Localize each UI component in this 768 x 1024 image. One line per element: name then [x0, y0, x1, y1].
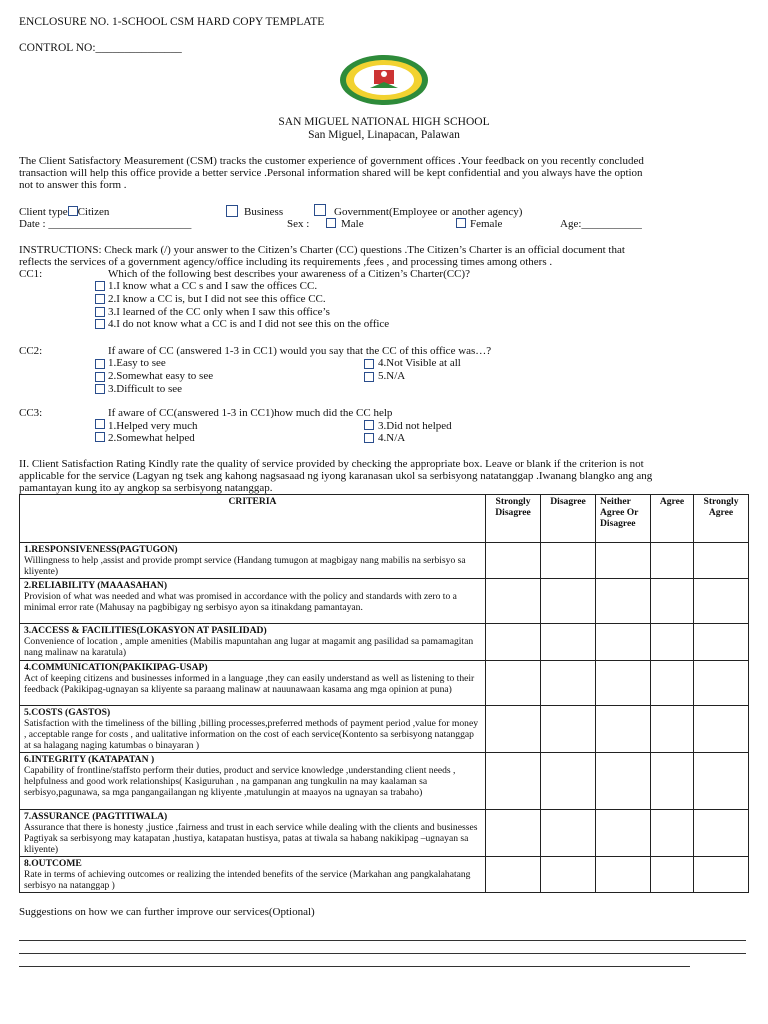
criteria-description: Convenience of location , ample amenities (Mabilis mapuntahan ang lugar at magamit ang pasilidad sa pamamagitan nang malinaw na karatula)	[24, 636, 474, 658]
government-checkbox[interactable]	[314, 204, 326, 216]
client-type-row	[19, 206, 109, 218]
intro-line-3: not to answer this form .	[19, 179, 127, 191]
cc3-option-2-checkbox[interactable]	[95, 432, 105, 442]
rating-cell-disagree[interactable]	[541, 624, 596, 661]
government-label: Government(Employee or another agency)	[334, 206, 523, 218]
cc2-option-4: 4.Not Visible at all	[378, 357, 461, 369]
school-name: SAN MIGUEL NATIONAL HIGH SCHOOL	[278, 116, 490, 128]
table-row	[20, 624, 749, 661]
cc3-option-3: 3.Did not helped	[378, 420, 452, 432]
rating-cell-agree[interactable]	[651, 706, 694, 753]
male-label: Male	[341, 218, 364, 230]
rating-cell-disagree[interactable]	[541, 753, 596, 810]
rating-cell-neither[interactable]	[596, 624, 651, 661]
cc3-option-4-checkbox[interactable]	[364, 433, 374, 443]
rating-cell-disagree[interactable]	[541, 706, 596, 753]
criteria-title: 3.ACCESS & FACILITIES(LOKASYON AT PASILIDAD)	[24, 625, 267, 636]
suggestion-line-1[interactable]	[19, 940, 746, 941]
cc1-option-1: 1.I know what a CC s and I saw the offices CC.	[108, 280, 318, 292]
criteria-description: Assurance that there is honesty ,justice ,fairness and trust in each service while dealing with the clients and businesses Pagtiyak sa serbisyong may katapatan ,hustiya, katapatan hustisya, patas at tiwala sa habang nakikipag –ugnayan sa kliyente)	[24, 822, 478, 855]
cc1-option-4-checkbox[interactable]	[95, 319, 105, 329]
table-row	[20, 661, 749, 706]
table-row	[20, 753, 749, 810]
header-criteria: CRITERIA	[20, 495, 486, 543]
criteria-title: 8.OUTCOME	[24, 858, 82, 869]
rating-cell-strongly-disagree[interactable]	[486, 753, 541, 810]
table-row	[20, 810, 749, 857]
cc1-option-3-checkbox[interactable]	[95, 307, 105, 317]
cc2-option-1: 1.Easy to see	[108, 357, 166, 369]
cc2-option-3-checkbox[interactable]	[95, 384, 105, 394]
rating-cell-disagree[interactable]	[541, 579, 596, 624]
school-address: San Miguel, Linapacan, Palawan	[308, 129, 460, 141]
rating-cell-neither[interactable]	[596, 810, 651, 857]
criteria-description: Willingness to help ,assist and provide prompt service (Handang tumugon at magbigay nang mabilis na serbisyo sa kliyente)	[24, 555, 466, 577]
rating-cell-strongly-disagree[interactable]	[486, 624, 541, 661]
cc2-option-1-checkbox[interactable]	[95, 359, 105, 369]
cc1-option-1-checkbox[interactable]	[95, 281, 105, 291]
cc2-option-5: 5.N/A	[378, 370, 406, 382]
header-strongly-disagree: Strongly Disagree	[486, 495, 541, 543]
criteria-cell	[20, 706, 486, 753]
criteria-description: Satisfaction with the timeliness of the billing ,billing processes,preferred methods of payment period ,value for money , acceptable range for costs , and ualitative information on the cost of each service(Kontento sa serbisyong natanggap at sa halagang naging katumbas o binayaran )	[24, 718, 478, 751]
sex-label: Sex :	[287, 218, 310, 230]
table-row	[20, 706, 749, 753]
rating-cell-strongly-disagree[interactable]	[486, 543, 541, 579]
cc2-option-4-checkbox[interactable]	[364, 359, 374, 369]
intro-line-2: transaction will help this office provide a better service .Personal information shared will be kept confidential and you always have the option	[19, 167, 643, 179]
cc2-option-2: 2.Somewhat easy to see	[108, 370, 214, 382]
rating-cell-neither[interactable]	[596, 579, 651, 624]
school-logo	[338, 54, 430, 106]
criteria-title: 1.RESPONSIVENESS(PAGTUGON)	[24, 544, 178, 555]
suggestions-label: Suggestions on how we can further improve our services(Optional)	[19, 906, 315, 918]
intro-line-1: The Client Satisfactory Measurement (CSM) tracks the customer experience of government offices .Your feedback on you recently concluded	[19, 155, 644, 167]
section2-line-2: applicable for the service (Lagyan ng tsek ang kahong nagsasaad ng iyong karanasan ukol sa serbisyong natatanggap .Iwanang blangko ang ang	[19, 470, 653, 482]
rating-cell-disagree[interactable]	[541, 810, 596, 857]
cc3-option-1-checkbox[interactable]	[95, 419, 105, 429]
rating-cell-disagree[interactable]	[541, 857, 596, 893]
rating-table	[19, 494, 749, 893]
criteria-cell	[20, 810, 486, 857]
cc1-label: CC1:	[19, 268, 43, 280]
header-agree: Agree	[651, 495, 694, 543]
rating-cell-strongly-disagree[interactable]	[486, 706, 541, 753]
rating-cell-neither[interactable]	[596, 857, 651, 893]
rating-cell-strongly-disagree[interactable]	[486, 579, 541, 624]
criteria-cell	[20, 624, 486, 661]
cc3-option-2: 2.Somewhat helped	[108, 432, 195, 444]
rating-cell-agree[interactable]	[651, 753, 694, 810]
rating-cell-strongly-agree[interactable]	[694, 810, 749, 857]
rating-cell-agree[interactable]	[651, 661, 694, 706]
table-row	[20, 857, 749, 893]
rating-cell-strongly-disagree[interactable]	[486, 857, 541, 893]
criteria-cell	[20, 857, 486, 893]
rating-cell-agree[interactable]	[651, 624, 694, 661]
male-checkbox[interactable]	[326, 218, 336, 228]
control-number: CONTROL NO:_______________	[19, 42, 182, 54]
rating-cell-neither[interactable]	[596, 753, 651, 810]
criteria-description: Rate in terms of achieving outcomes or realizing the intended benefits of the service (Markahan ang pangkalahatang serbisyo na natanggap )	[24, 869, 471, 891]
section2-line-3: pamantayan kung ito ay angkop sa serbisyong natanggap.	[19, 482, 273, 494]
criteria-cell	[20, 753, 486, 810]
instructions-line-1: INSTRUCTIONS: Check mark (/) your answer to the Citizen’s Charter (CC) questions .The Citizen’s Charter is an official document that	[19, 244, 625, 256]
cc3-label: CC3:	[19, 407, 43, 419]
rating-cell-disagree[interactable]	[541, 661, 596, 706]
rating-cell-strongly-disagree[interactable]	[486, 810, 541, 857]
female-checkbox[interactable]	[456, 218, 466, 228]
rating-cell-agree[interactable]	[651, 857, 694, 893]
cc1-option-4: 4.I do not know what a CC is and I did not see this on the office	[108, 318, 390, 330]
rating-cell-neither[interactable]	[596, 661, 651, 706]
cc3-option-3-checkbox[interactable]	[364, 420, 374, 430]
rating-cell-strongly-disagree[interactable]	[486, 661, 541, 706]
cc2-question: If aware of CC (answered 1-3 in CC1) would you say that the CC of this office was…?	[108, 345, 492, 357]
cc2-option-3: 3.Difficult to see	[108, 383, 183, 395]
rating-cell-neither[interactable]	[596, 706, 651, 753]
female-label: Female	[470, 218, 503, 230]
criteria-cell	[20, 579, 486, 624]
section2-line-1: II. Client Satisfaction Rating Kindly rate the quality of service provided by checking the appropriate box. Leave or blank if the criterion is not	[19, 458, 644, 470]
cc2-option-5-checkbox[interactable]	[364, 372, 374, 382]
rating-cell-strongly-agree[interactable]	[694, 543, 749, 579]
cc1-option-3: 3.I learned of the CC only when I saw this office’s	[108, 306, 330, 318]
rating-cell-disagree[interactable]	[541, 543, 596, 579]
cc1-question: Which of the following best describes your awareness of a Citizen’s Charter(CC)?	[108, 268, 470, 280]
criteria-title: 6.INTEGRITY (KATAPATAN )	[24, 754, 155, 765]
criteria-title: 5.COSTS (GASTOS)	[24, 707, 111, 718]
cc1-option-2-checkbox[interactable]	[95, 294, 105, 304]
rating-cell-strongly-agree[interactable]	[694, 624, 749, 661]
rating-cell-strongly-agree[interactable]	[694, 706, 749, 753]
criteria-cell	[20, 661, 486, 706]
header-disagree: Disagree	[541, 495, 596, 543]
instructions-line-2: reflects the services of a government agency/office including its requirements ,fees , and processing times among others .	[19, 256, 553, 268]
business-label: Business	[244, 206, 284, 218]
enclosure-title: ENCLOSURE NO. 1-SCHOOL CSM HARD COPY TEMPLATE	[19, 16, 325, 28]
rating-cell-strongly-agree[interactable]	[694, 753, 749, 810]
criteria-description: Act of keeping citizens and businesses informed in a language ,they can easily understand as well as listening to their feedback (Pakikipag-ugnayan sa kliyente sa paraang malinaw at nauunawaan kasama ang mga opinion at puna)	[24, 673, 475, 695]
rating-cell-strongly-agree[interactable]	[694, 857, 749, 893]
criteria-title: 4.COMMUNICATION(PAKIKIPAG-USAP)	[24, 662, 208, 673]
header-strongly-agree: Strongly Agree	[694, 495, 749, 543]
cc2-label: CC2:	[19, 345, 43, 357]
cc1-option-2: 2.I know a CC is, but I did not see this office CC.	[108, 293, 326, 305]
suggestion-line-3[interactable]	[19, 966, 690, 967]
rating-cell-strongly-agree[interactable]	[694, 661, 749, 706]
criteria-title: 2.RELIABILITY (MAAASAHAN)	[24, 580, 168, 591]
citizen-label: Citizen	[77, 206, 110, 218]
criteria-cell	[20, 543, 486, 579]
citizen-checkbox[interactable]	[68, 206, 78, 216]
cc3-question: If aware of CC(answered 1-3 in CC1)how much did the CC help	[108, 407, 393, 419]
rating-cell-agree[interactable]	[651, 810, 694, 857]
date-field[interactable]: Date : __________________________	[19, 218, 192, 230]
suggestion-line-2[interactable]	[19, 953, 746, 954]
table-row	[20, 579, 749, 624]
rating-cell-agree[interactable]	[651, 579, 694, 624]
table-row	[20, 543, 749, 579]
age-field[interactable]: Age:___________	[560, 218, 642, 230]
rating-cell-agree[interactable]	[651, 543, 694, 579]
rating-cell-strongly-agree[interactable]	[694, 579, 749, 624]
header-neither: Neither Agree Or Disagree	[596, 495, 651, 543]
rating-cell-neither[interactable]	[596, 543, 651, 579]
business-checkbox[interactable]	[226, 205, 238, 217]
cc3-option-4: 4.N/A	[378, 432, 406, 444]
criteria-description: Capability of frontline/staffsto perform their duties, product and service knowledge ,understanding client needs , helpfulness and good work relationships( Kasiguruhan , na gampanan ang tungkulin na may kaalaman sa serbisyo,pagunawa, sa mga pangangailangan ng kliyente ,matulungin at maayos na ugnayan sa trabaho)	[24, 765, 456, 798]
client-type-label: Client type	[19, 206, 68, 218]
criteria-description: Provision of what was needed and what was promised in accordance with the policy and standards with zero to a minimal error rate (Mahusay na pagbibigay ng serbisyo ayon sa itinakdang pamantayan.	[24, 591, 457, 613]
criteria-title: 7.ASSURANCE (PAGTITIWALA)	[24, 811, 168, 822]
cc2-option-2-checkbox[interactable]	[95, 372, 105, 382]
cc3-option-1: 1.Helped very much	[108, 420, 198, 432]
